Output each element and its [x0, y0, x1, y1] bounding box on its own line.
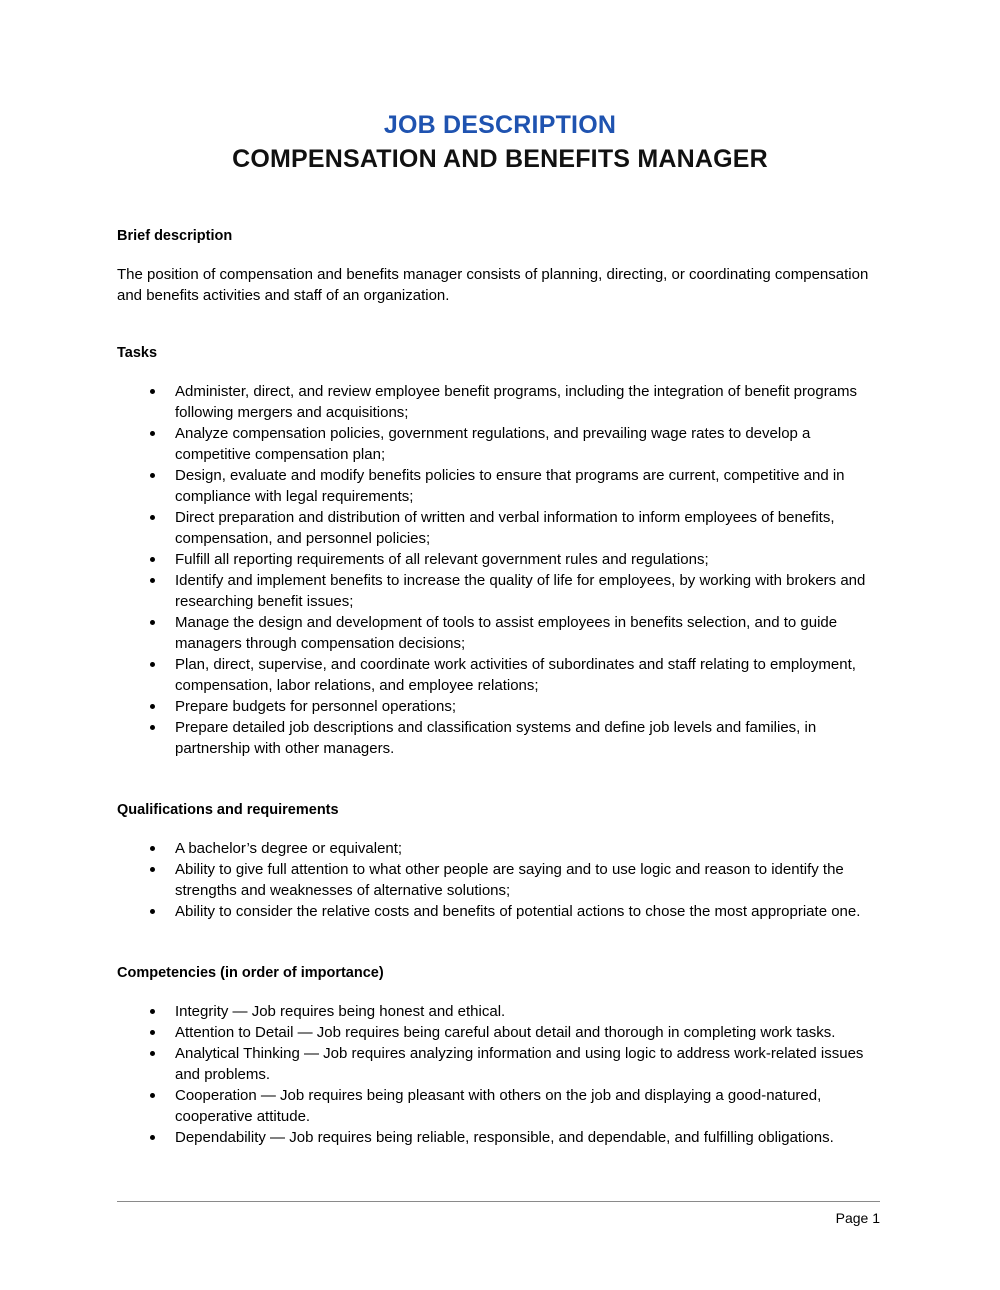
page-title-secondary: COMPENSATION AND BENEFITS MANAGER: [232, 145, 768, 173]
section-heading-brief-description: Brief description: [117, 228, 233, 244]
list-item: A bachelor’s degree or equivalent;: [117, 838, 880, 859]
tasks-bullet-list: [117, 381, 880, 759]
list-item: Plan, direct, supervise, and coordinate work activities of subordinates and staff relating to employment, compensation, labor relations, and employee relations;: [117, 654, 880, 696]
spacer: [117, 820, 880, 838]
section-qualifications: [117, 801, 880, 922]
section-brief-description: [117, 227, 880, 306]
section-competencies: [117, 964, 880, 1148]
section-heading-competencies: Competencies (in order of importance): [117, 965, 384, 981]
list-item: Ability to consider the relative costs and benefits of potential actions to chose the most appropriate one.: [117, 901, 880, 922]
list-item: Cooperation — Job requires being pleasant with others on the job and displaying a good-natured, cooperative attitude.: [117, 1085, 880, 1127]
list-item: Design, evaluate and modify benefits policies to ensure that programs are current, competitive and in compliance with legal requirements;: [117, 465, 880, 507]
list-item: Administer, direct, and review employee benefit programs, including the integration of benefit programs following mergers and acquisitions;: [117, 381, 880, 423]
spacer: [117, 363, 880, 381]
page-number-label: Page 1: [835, 1210, 880, 1226]
list-item: Prepare detailed job descriptions and classification systems and define job levels and families, in partnership with other managers.: [117, 717, 880, 759]
footer-divider: [117, 1201, 880, 1202]
list-item: Attention to Detail — Job requires being careful about detail and thorough in completing work tasks.: [117, 1022, 880, 1043]
qualifications-bullet-list: [117, 838, 880, 922]
document-title-block: [0, 0, 1000, 175]
list-item: Integrity — Job requires being honest and ethical.: [117, 1001, 880, 1022]
list-item: Fulfill all reporting requirements of all relevant government rules and regulations;: [117, 549, 880, 570]
spacer: [117, 246, 880, 264]
brief-description-paragraph: The position of compensation and benefits manager consists of planning, directing, or coordinating compensation and benefits activities and staff of an organization.: [117, 266, 869, 304]
spacer: [117, 922, 880, 964]
competencies-bullet-list: [117, 1001, 880, 1148]
spacer: [117, 983, 880, 1001]
list-item: Analyze compensation policies, government regulations, and prevailing wage rates to develop a competitive compensation plan;: [117, 423, 880, 465]
list-item: Manage the design and development of tools to assist employees in benefits selection, and to guide managers through compensation decisions;: [117, 612, 880, 654]
list-item: Ability to give full attention to what other people are saying and to use logic and reason to identify the strengths and weaknesses of alternative solutions;: [117, 859, 880, 901]
list-item: Identify and implement benefits to increase the quality of life for employees, by working with brokers and researching benefit issues;: [117, 570, 880, 612]
spacer: [117, 759, 880, 801]
section-tasks: [117, 344, 880, 759]
list-item: Prepare budgets for personnel operations;: [117, 696, 880, 717]
document-body: [0, 227, 1000, 1148]
list-item: Dependability — Job requires being reliable, responsible, and dependable, and fulfilling obligations.: [117, 1127, 880, 1148]
page-footer: [117, 1201, 880, 1228]
list-item: Direct preparation and distribution of written and verbal information to inform employees of benefits, compensation, and personnel policies;: [117, 507, 880, 549]
list-item: Analytical Thinking — Job requires analyzing information and using logic to address work-related issues and problems.: [117, 1043, 880, 1085]
section-heading-qualifications: Qualifications and requirements: [117, 802, 339, 818]
spacer: [117, 306, 880, 344]
page-title-primary: JOB DESCRIPTION: [383, 111, 617, 139]
section-heading-tasks: Tasks: [117, 345, 158, 361]
